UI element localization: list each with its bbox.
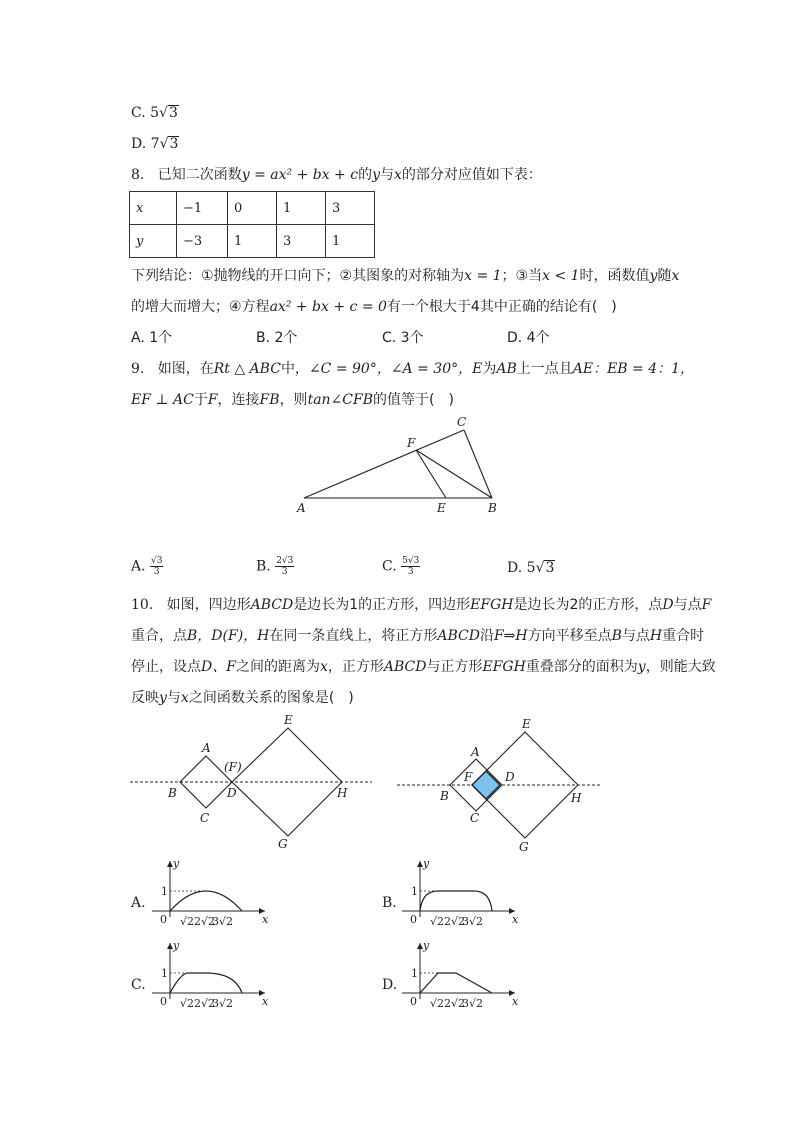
- math: EF ⊥ AC: [131, 392, 194, 408]
- q9-stem-line1: [131, 359, 694, 379]
- table-cell: 3: [277, 225, 326, 258]
- fraction-den: 3: [153, 567, 160, 577]
- math: x: [671, 268, 680, 284]
- table-cell: x: [130, 192, 177, 225]
- x-tick-label: 2√2: [194, 997, 216, 1010]
- function-curve: [420, 973, 492, 993]
- label-a: A: [297, 501, 306, 515]
- table-cell: y: [130, 225, 177, 258]
- text: 为: [482, 361, 497, 377]
- text: 沿: [479, 628, 494, 644]
- q10-option-c-label[interactable]: C.: [131, 977, 146, 993]
- origin-label: 0: [410, 913, 417, 926]
- x-tick-label: 3√2: [212, 915, 234, 928]
- q8-line2: [131, 266, 679, 286]
- text: 与: [166, 690, 181, 706]
- y-axis-label: y: [173, 857, 180, 870]
- y-axis-label: y: [423, 939, 430, 952]
- math: H: [649, 628, 663, 644]
- text: 下列结论：①抛物线的开口向下；②其图象的对称轴为: [131, 268, 465, 284]
- sqrt-radicand: 3: [168, 105, 178, 121]
- math: y: [637, 659, 646, 675]
- math: y: [159, 690, 167, 706]
- sqrt-sign: √: [159, 136, 169, 152]
- y-axis-label: y: [173, 939, 180, 952]
- x-axis-label: x: [262, 913, 269, 926]
- text: 中，: [280, 361, 309, 377]
- origin-label: 0: [410, 995, 417, 1008]
- q8-line3: [131, 297, 617, 317]
- x-tick-label: √2: [180, 915, 195, 928]
- x-tick-label: √2: [180, 997, 195, 1010]
- text: 之间的距离为: [235, 659, 320, 675]
- q8-option-b[interactable]: B. 2个: [256, 330, 298, 346]
- text: 时，函数值: [579, 268, 650, 284]
- label-g: G: [278, 837, 288, 851]
- q8-stem: [131, 165, 542, 185]
- math: F⇒H: [493, 628, 528, 644]
- table-cell: 1: [326, 225, 375, 258]
- label-a: A: [202, 741, 211, 755]
- x-tick-label: 2√2: [194, 915, 216, 928]
- y-tick-label: 1: [161, 967, 168, 980]
- x-tick-label: 3√2: [212, 997, 234, 1010]
- math: D: [662, 597, 674, 613]
- option-coef: 5: [526, 560, 536, 576]
- label-c: C: [470, 811, 480, 825]
- q8-option-a[interactable]: A. 1个: [131, 330, 173, 346]
- q9-triangle-figure: [290, 410, 510, 520]
- fraction-num: √3: [151, 556, 163, 566]
- text: 在同一条直线上，将正方形: [269, 628, 438, 644]
- text: 重叠部分的面积为: [525, 659, 638, 675]
- x-axis-label: x: [512, 913, 519, 926]
- text: ，则能大致: [645, 659, 716, 675]
- x-tick-label: √2: [430, 997, 445, 1010]
- option-letter: C.: [382, 558, 397, 575]
- sqrt-radicand: 3: [169, 136, 179, 152]
- math: AE：EB = 4：1，: [572, 361, 695, 377]
- option-letter: A.: [131, 558, 146, 575]
- text: 与点: [673, 597, 702, 613]
- option-letter: D.: [507, 560, 523, 576]
- text: 的值等于( ): [373, 392, 454, 408]
- table-cell: −1: [177, 192, 228, 225]
- label-f: F: [464, 770, 473, 784]
- q10-option-d-label[interactable]: D.: [382, 977, 398, 993]
- label-f: F: [407, 436, 416, 450]
- label-b: B: [440, 789, 449, 803]
- q7-option-d[interactable]: [131, 134, 179, 154]
- table-cell: 1: [277, 192, 326, 225]
- x-tick-label: 3√2: [462, 997, 484, 1010]
- math: y: [372, 167, 380, 183]
- text: ；③当: [501, 268, 543, 284]
- q9-option-a[interactable]: [131, 556, 163, 577]
- math: tan∠CFB: [307, 392, 373, 408]
- label-d: D: [505, 770, 515, 784]
- text: 有一个根大于4其中正确的结论有( ): [386, 299, 617, 315]
- math: ABCD: [250, 597, 294, 613]
- text: 重合时: [662, 628, 705, 644]
- text: 与点: [621, 628, 650, 644]
- text: 与: [380, 167, 394, 183]
- math: ABCD: [383, 659, 427, 675]
- option-coef: 7: [150, 136, 160, 152]
- text: 的: [358, 167, 373, 183]
- text: 如图，四边形: [166, 597, 251, 613]
- label-b: B: [488, 501, 497, 515]
- option-letter: C.: [131, 105, 146, 121]
- origin-label: 0: [160, 995, 167, 1008]
- value-table: [129, 191, 375, 258]
- text: 是边长为1的正方形，四边形: [293, 597, 471, 613]
- text: ，正方形: [327, 659, 384, 675]
- x-axis-label: x: [262, 995, 269, 1008]
- label-e: E: [284, 713, 293, 727]
- option-letter: D.: [131, 136, 147, 152]
- label-c: C: [457, 415, 467, 429]
- math: x: [180, 690, 189, 706]
- question-number: 9.: [131, 361, 145, 377]
- q10-option-b-label[interactable]: B.: [382, 895, 397, 911]
- label-f: (F): [224, 760, 242, 774]
- x-axis-label: x: [512, 995, 519, 1008]
- math: D、F: [201, 659, 236, 675]
- text: 停止，设点: [131, 659, 201, 675]
- q10-stem-line3: [131, 657, 716, 677]
- math: y = ax² + bx + c: [241, 167, 359, 183]
- label-d: D: [227, 786, 237, 800]
- q9-option-b[interactable]: [256, 556, 294, 577]
- fraction: [275, 556, 294, 577]
- math: F: [207, 392, 218, 408]
- fraction-den: 3: [281, 567, 288, 577]
- text: 反映: [131, 690, 159, 706]
- q9-option-d[interactable]: [507, 558, 555, 578]
- sqrt-sign: √: [159, 105, 168, 121]
- q10-stem-line1: [131, 595, 711, 615]
- math: AB: [496, 361, 517, 377]
- sqrt-radicand: 3: [545, 560, 555, 576]
- y-tick-label: 1: [411, 885, 418, 898]
- q7-option-c[interactable]: [131, 103, 179, 123]
- text: 方向平移至点: [527, 628, 612, 644]
- text: ，连接: [217, 392, 260, 408]
- label-g: G: [519, 840, 529, 854]
- table-cell: 0: [228, 192, 277, 225]
- math: x: [319, 659, 328, 675]
- table-cell: 3: [326, 192, 375, 225]
- text: ，则: [279, 392, 308, 408]
- q9-stem-line2: [131, 390, 454, 410]
- text: 重合，点: [131, 628, 187, 644]
- label-h: H: [571, 791, 582, 805]
- option-letter: B.: [256, 558, 271, 575]
- math: x: [394, 167, 402, 183]
- q8-option-c[interactable]: C. 3个: [382, 330, 424, 346]
- x-tick-label: √2: [430, 915, 445, 928]
- y-tick-label: 1: [411, 967, 418, 980]
- label-a: A: [471, 745, 480, 759]
- x-tick-label: 3√2: [462, 915, 484, 928]
- fraction: [150, 556, 163, 577]
- math: y: [649, 268, 658, 284]
- table-row: [130, 225, 375, 258]
- text: 是边长为2的正方形，点: [513, 597, 663, 613]
- label-c: C: [200, 811, 210, 825]
- text: 的增大而增大；④方程: [131, 299, 270, 315]
- math: ∠C = 90°，∠A = 30°，E: [308, 361, 483, 377]
- text: 随: [657, 268, 672, 284]
- label-e: E: [437, 501, 446, 515]
- question-number: 10.: [131, 597, 154, 613]
- text: 于: [193, 392, 208, 408]
- option-coef: 5: [150, 105, 160, 121]
- q10-figure-1: [125, 710, 380, 855]
- fraction-num: 2√3: [276, 556, 294, 566]
- text: 已知二次函数: [157, 167, 242, 183]
- text: 与正方形: [426, 659, 483, 675]
- q10-graph-b[interactable]: [400, 855, 525, 935]
- q9-option-c[interactable]: [382, 556, 420, 577]
- q10-stem-line2: [131, 626, 704, 646]
- fraction: [401, 556, 420, 577]
- fraction-num: 5√3: [402, 556, 420, 566]
- math: F: [701, 597, 712, 613]
- table-cell: 1: [228, 225, 277, 258]
- table-cell: −3: [177, 225, 228, 258]
- y-axis-label: y: [423, 857, 430, 870]
- label-h: H: [337, 786, 348, 800]
- text: 的部分对应值如下表：: [401, 167, 542, 183]
- math: EFGH: [482, 659, 526, 675]
- label-e: E: [522, 717, 531, 731]
- text: 上一点且: [516, 361, 573, 377]
- q10-graph-c[interactable]: [150, 937, 275, 1017]
- function-curve: [420, 891, 492, 911]
- q10-option-a-label[interactable]: A.: [131, 895, 146, 911]
- function-curve: [170, 973, 242, 993]
- q10-graph-d[interactable]: [400, 937, 525, 1017]
- math: Rt △ ABC: [213, 361, 281, 377]
- math: ax² + bx + c = 0: [269, 299, 387, 315]
- fraction-den: 3: [407, 567, 414, 577]
- text: 之间函数关系的图象是( ): [188, 690, 354, 706]
- math: x = 1: [464, 268, 502, 284]
- math: B: [611, 628, 622, 644]
- text: 如图，在: [157, 361, 214, 377]
- table-row: [130, 192, 375, 225]
- segment-cb: [464, 430, 492, 498]
- function-curve: [170, 891, 242, 911]
- sqrt-sign: √: [535, 560, 545, 576]
- x-tick-label: 2√2: [444, 915, 466, 928]
- y-tick-label: 1: [161, 885, 168, 898]
- q10-graph-a[interactable]: [150, 855, 275, 935]
- math: x < 1: [542, 268, 580, 284]
- q10-figure-2: [395, 710, 605, 855]
- math: EFGH: [470, 597, 514, 613]
- math: ABCD: [437, 628, 480, 644]
- segment-fb: [416, 450, 492, 498]
- question-number: 8.: [131, 167, 145, 183]
- math: FB: [259, 392, 280, 408]
- q10-stem-line4: [131, 688, 354, 708]
- overlap-region: [472, 771, 500, 799]
- q8-option-d[interactable]: D. 4个: [507, 330, 550, 346]
- segment-ef: [416, 450, 446, 498]
- label-b: B: [168, 786, 177, 800]
- x-tick-label: 2√2: [444, 997, 466, 1010]
- origin-label: 0: [160, 913, 167, 926]
- math: B，D(F)，H: [187, 628, 270, 644]
